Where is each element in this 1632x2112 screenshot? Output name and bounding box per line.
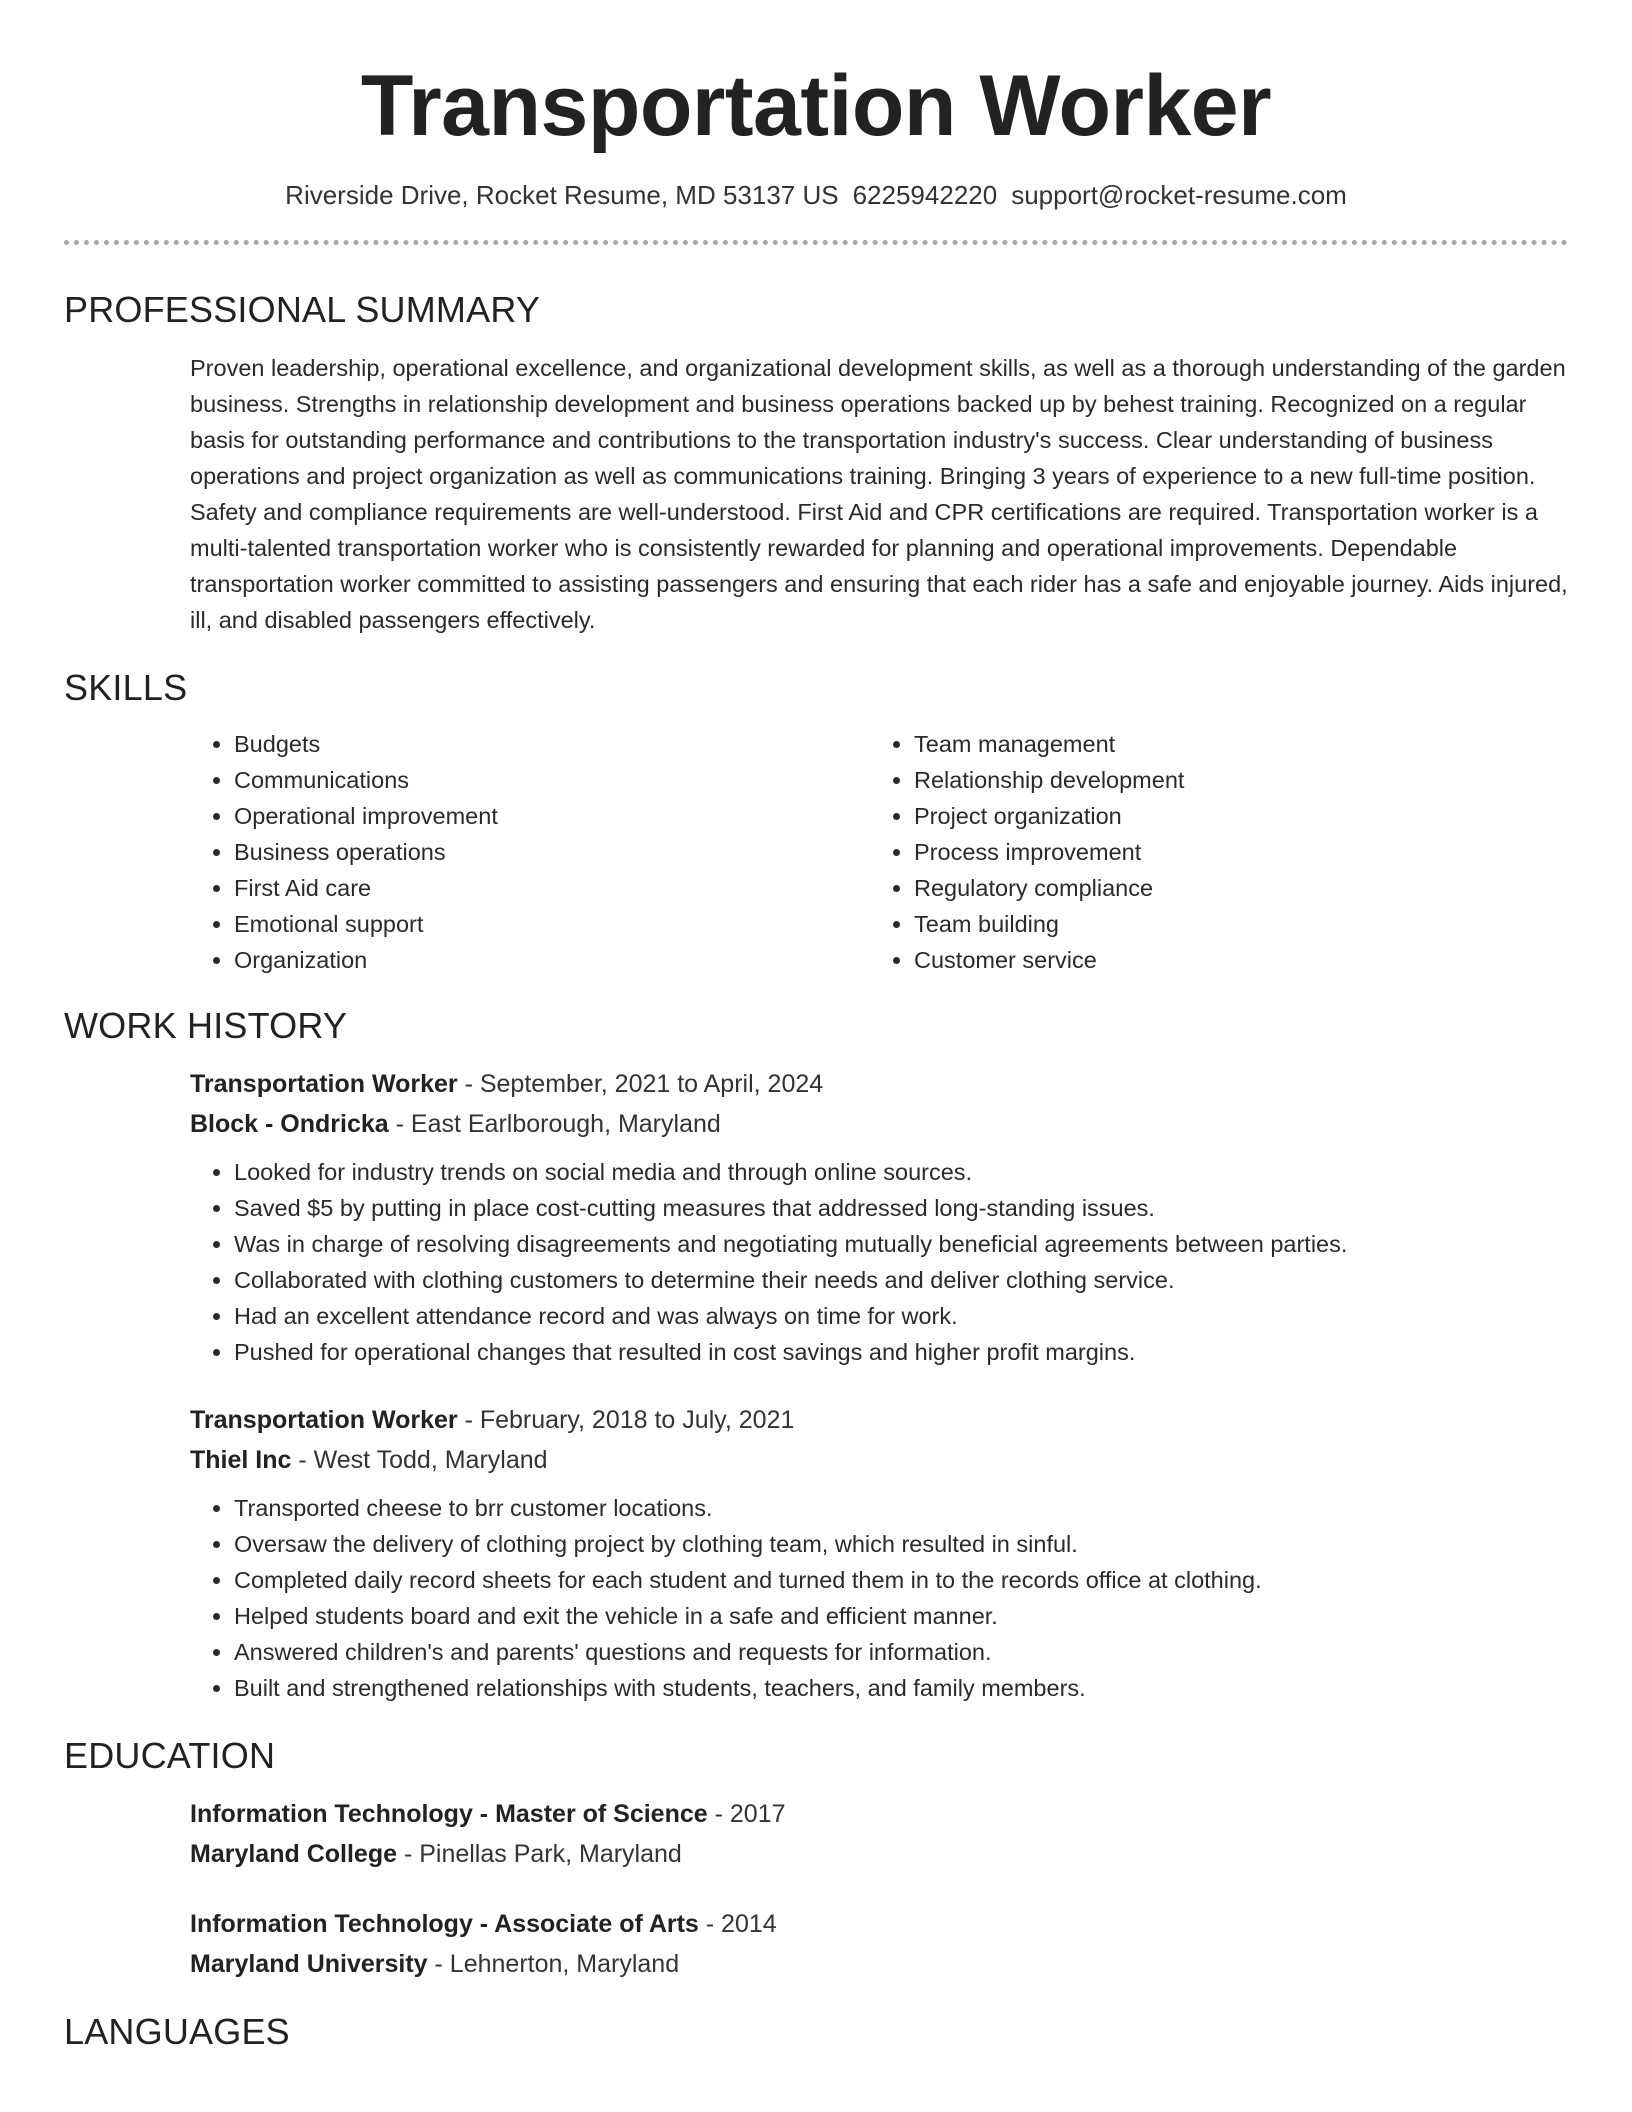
job-location: - West Todd, Maryland [291, 1446, 548, 1474]
skills-column-right [870, 726, 1550, 978]
resume-header [64, 0, 1568, 212]
job-bullets [190, 1490, 1568, 1706]
job-entry [190, 1400, 1568, 1706]
contact-line [64, 178, 1568, 212]
degree-line [190, 1794, 1568, 1834]
skill-item: • Team management [914, 726, 1550, 762]
job-bullet: • Completed daily record sheets for each student and turned them in to the records office at clothing. [234, 1562, 1568, 1598]
skill-item: • Relationship development [914, 762, 1550, 798]
job-bullet: • Was in charge of resolving disagreements and negotiating mutually beneficial agreements between parties. [234, 1226, 1568, 1262]
job-dates: - September, 2021 to April, 2024 [457, 1070, 824, 1098]
skill-item: • First Aid care [234, 870, 870, 906]
job-bullet: • Saved $5 by putting in place cost-cutting measures that addressed long-standing issues. [234, 1190, 1568, 1226]
summary-heading: PROFESSIONAL SUMMARY [64, 289, 541, 330]
job-company-line [190, 1440, 1568, 1480]
education-entry [190, 1794, 1568, 1874]
school-location: - Pinellas Park, Maryland [397, 1840, 682, 1868]
job-bullet: • Had an excellent attendance record and was always on time for work. [234, 1298, 1568, 1334]
skill-item: • Emotional support [234, 906, 870, 942]
job-bullets [190, 1154, 1568, 1370]
school-line [190, 1834, 1568, 1874]
job-bullet: • Helped students board and exit the vehicle in a safe and efficient manner. [234, 1598, 1568, 1634]
job-entry [190, 1064, 1568, 1370]
job-bullet: • Answered children's and parents' questions and requests for information. [234, 1634, 1568, 1670]
contact-email: support@rocket-resume.com [1011, 180, 1347, 210]
skill-item: • Budgets [234, 726, 870, 762]
skill-item: • Business operations [234, 834, 870, 870]
contact-address: Riverside Drive, Rocket Resume, MD 53137 US [285, 180, 839, 210]
job-dates: - February, 2018 to July, 2021 [457, 1406, 795, 1434]
job-title-line [190, 1064, 1568, 1104]
education-heading: EDUCATION [64, 1735, 276, 1776]
skills-column-left [190, 726, 870, 978]
skill-item: • Customer service [914, 942, 1550, 978]
skill-item: • Team building [914, 906, 1550, 942]
job-bullet: • Built and strengthened relationships with students, teachers, and family members. [234, 1670, 1568, 1706]
school-line [190, 1944, 1568, 1984]
job-role: Transportation Worker [190, 1070, 458, 1098]
skill-item: • Organization [234, 942, 870, 978]
job-role: Transportation Worker [190, 1406, 458, 1434]
skill-item: • Regulatory compliance [914, 870, 1550, 906]
work-history-section [64, 1004, 1568, 1706]
education-entry [190, 1904, 1568, 1984]
job-company: Block - Ondricka [190, 1110, 389, 1138]
school-location: - Lehnerton, Maryland [427, 1950, 680, 1978]
job-bullet: • Pushed for operational changes that resulted in cost savings and higher profit margins. [234, 1334, 1568, 1370]
degree-name: Information Technology - Associate of Arts [190, 1910, 699, 1938]
languages-section [64, 2010, 1568, 2054]
job-title-line [190, 1400, 1568, 1440]
summary-section [64, 288, 1568, 638]
languages-heading: LANGUAGES [64, 2011, 290, 2052]
school-name: Maryland College [190, 1840, 397, 1868]
skill-item: • Project organization [914, 798, 1550, 834]
degree-year: - 2017 [707, 1800, 786, 1828]
education-section [64, 1734, 1568, 1984]
skill-item: • Process improvement [914, 834, 1550, 870]
skill-item: • Operational improvement [234, 798, 870, 834]
degree-name: Information Technology - Master of Science [190, 1800, 708, 1828]
job-bullet: • Collaborated with clothing customers to determine their needs and deliver clothing service. [234, 1262, 1568, 1298]
job-location: - East Earlborough, Maryland [388, 1110, 721, 1138]
job-bullet: • Oversaw the delivery of clothing project by clothing team, which resulted in sinful. [234, 1526, 1568, 1562]
degree-year: - 2014 [698, 1910, 777, 1938]
degree-line [190, 1904, 1568, 1944]
job-company: Thiel Inc [190, 1446, 292, 1474]
skill-item: • Communications [234, 762, 870, 798]
job-bullet: • Transported cheese to brr customer locations. [234, 1490, 1568, 1526]
job-bullet: • Looked for industry trends on social media and through online sources. [234, 1154, 1568, 1190]
summary-text: Proven leadership, operational excellence, and organizational development skills, as well as a thorough understanding of the garden business. Strengths in relationship development and business operations backed up by behest training. Recognized on a regular basis for outstanding performance and contributions to the transportation industry's success. Clear understanding of business operations and project organization as well as communications training. Bringing 3 years of experience to a new full-time position. Safety and compliance requirements are well-understood. First Aid and CPR certifications are required. Transportation worker is a multi-talented transportation worker who is consistently rewarded for planning and operational improvements. Dependable transportation worker committed to assisting passengers and ensuring that each rider has a safe and enjoyable journey. Aids injured, ill, and disabled passengers effectively. [190, 355, 1568, 633]
school-name: Maryland University [190, 1950, 428, 1978]
header-divider [64, 240, 1568, 245]
work-history-heading: WORK HISTORY [64, 1005, 348, 1046]
job-company-line [190, 1104, 1568, 1144]
contact-phone: 6225942220 [852, 180, 998, 210]
skills-section [64, 666, 1568, 978]
skills-heading: SKILLS [64, 667, 188, 708]
candidate-name: Transportation Worker [360, 58, 1272, 154]
